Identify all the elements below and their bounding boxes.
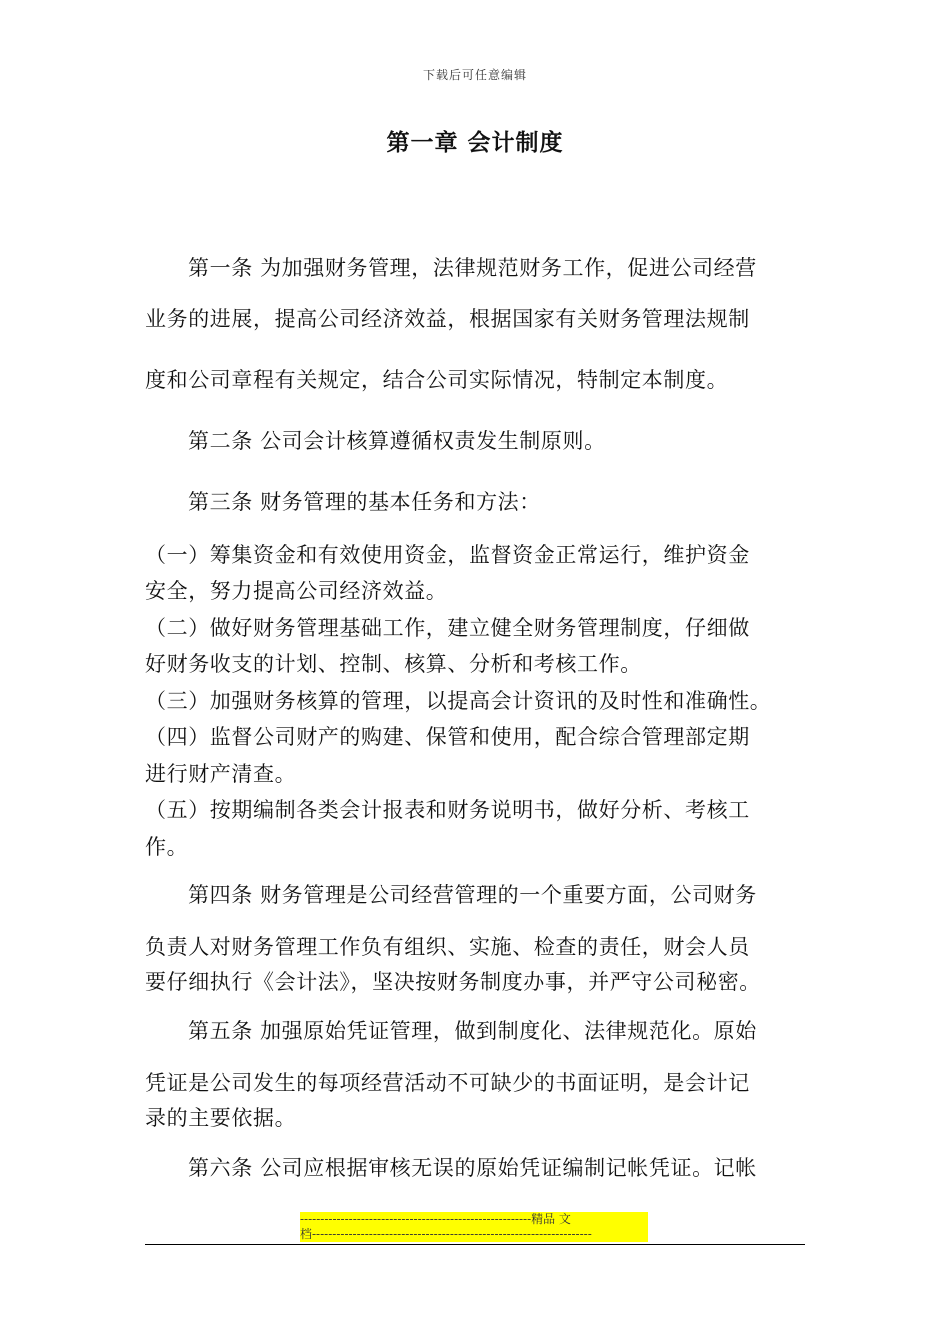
footer-divider — [145, 1244, 805, 1245]
text-line: 第五条 加强原始凭证管理，做到制度化、法律规范化。原始 — [188, 1019, 757, 1043]
text-line: （一）筹集资金和有效使用资金，监督资金正常运行，维护资金 — [145, 543, 750, 567]
text-line: （二）做好财务管理基础工作，建立健全财务管理制度，仔细做 — [145, 616, 750, 640]
text-line: （五）按期编制各类会计报表和财务说明书，做好分析、考核工 — [145, 798, 750, 822]
text-line: 第一条 为加强财务管理，法律规范财务工作，促进公司经营 — [188, 256, 757, 280]
footer-watermark-line-1: ---------------------------------------------------------精品 文 — [300, 1212, 648, 1227]
text-line: 好财务收支的计划、控制、核算、分析和考核工作。 — [145, 652, 642, 676]
text-line: 要仔细执行《会计法》，坚决按财务制度办事，并严守公司秘密。 — [145, 970, 761, 994]
text-line: 进行财产清查。 — [145, 762, 297, 786]
header-note: 下载后可任意编辑 — [422, 68, 527, 82]
text-line: 第二条 公司会计核算遵循权责发生制原则。 — [188, 429, 606, 453]
text-line: （三）加强财务核算的管理，以提高会计资讯的及时性和准确性。 — [145, 689, 772, 713]
text-line: 录的主要依据。 — [145, 1106, 297, 1130]
text-line: 度和公司章程有关规定，结合公司实际情况，特制定本制度。 — [145, 368, 729, 392]
text-line: 凭证是公司发生的每项经营活动不可缺少的书面证明，是会计记 — [145, 1071, 750, 1095]
text-line: 第六条 公司应根据审核无误的原始凭证编制记帐凭证。记帐 — [188, 1156, 757, 1180]
text-line: 第三条 财务管理的基本任务和方法： — [188, 490, 541, 514]
footer-watermark-line-2: 档--------------------------------------------------------------------- — [300, 1227, 648, 1242]
text-line: （四）监督公司财产的购建、保管和使用，配合综合管理部定期 — [145, 725, 750, 749]
text-line: 第四条 财务管理是公司经营管理的一个重要方面，公司财务 — [188, 883, 757, 907]
text-line: 安全，努力提高公司经济效益。 — [145, 579, 448, 603]
text-line: 作。 — [145, 835, 189, 859]
chapter-title: 第一章 会计制度 — [386, 129, 564, 156]
text-line: 负责人对财务管理工作负有组织、实施、检查的责任，财会人员 — [145, 935, 750, 959]
text-line: 业务的进展，提高公司经济效益，根据国家有关财务管理法规制 — [145, 307, 750, 331]
